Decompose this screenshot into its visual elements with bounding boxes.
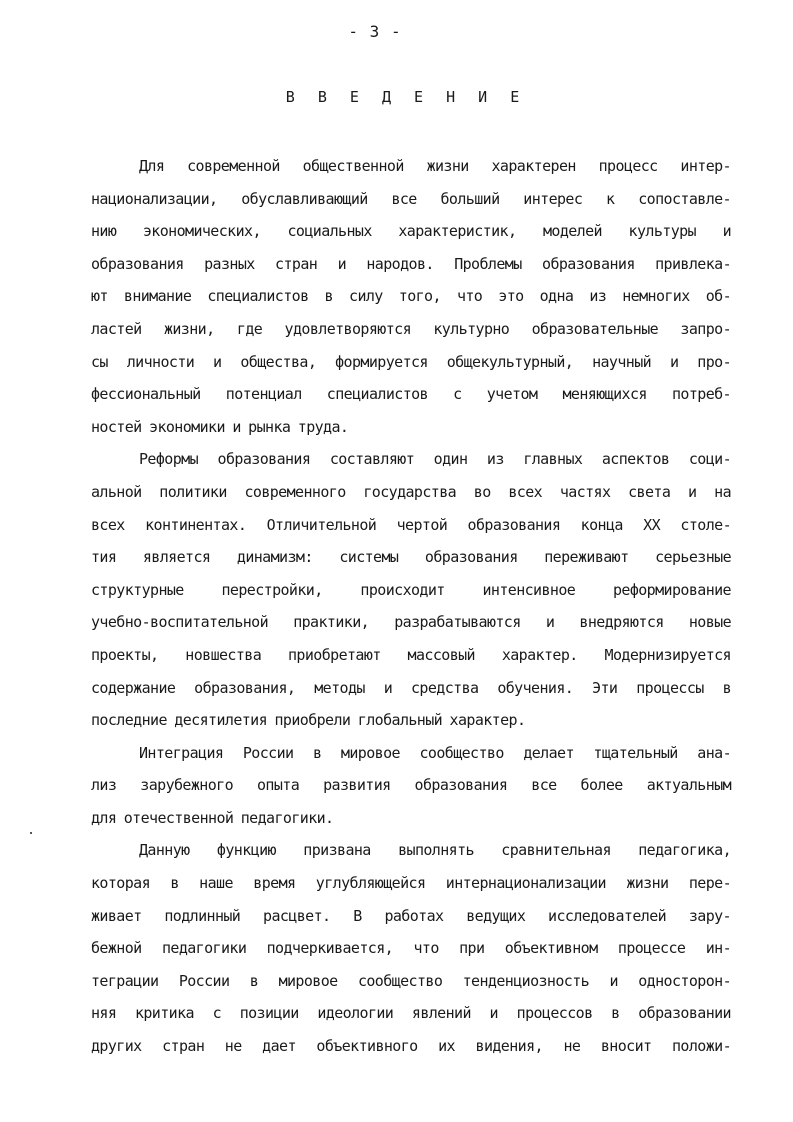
text-line: фессиональный потенциал специалистов с учетом меняющихся потреб-: [91, 385, 731, 404]
paragraph: [91, 737, 731, 835]
text-line: ластей жизни, где удовлетворяются культурно образовательные запро-: [91, 319, 731, 338]
text-line: учебно-воспитательной практики, разрабатываются и внедряются новые: [91, 613, 731, 632]
text-line: альной политики современного государства во всех частях света и на: [91, 482, 731, 501]
text-line: теграции России в мировое сообщество тенденциозность и односторон-: [91, 971, 731, 990]
text-line: проекты, новшества приобретают массовый характер. Модернизируется: [91, 645, 731, 664]
scan-speck: [30, 832, 32, 834]
text-line: няя критика с позиции идеологии явлений и процессов в образовании: [91, 1004, 731, 1023]
paragraph: [91, 443, 731, 736]
text-line: сы личности и общества, формируется общекультурный, научный и про-: [91, 352, 731, 371]
text-line: образования разных стран и народов. Проблемы образования привлека-: [91, 254, 731, 273]
page-number: - 3 -: [348, 22, 402, 41]
section-heading: В В Е Д Е Н И Е: [285, 88, 527, 106]
text-line: последние десятилетия приобрели глобальный характер.: [91, 711, 526, 730]
text-line: национализации, обуславливающий все больший интерес к сопоставле-: [91, 189, 731, 208]
text-line: живает подлинный расцвет. В работах ведущих исследователей зару-: [91, 906, 731, 925]
text-line: содержание образования, методы и средства обучения. Эти процессы в: [91, 678, 731, 697]
text-line: которая в наше время углубляющейся интернационализации жизни пере-: [91, 874, 731, 893]
text-line: Для современной общественной жизни характерен процесс интер-: [139, 157, 731, 175]
text-line: Данную функцию призвана выполнять сравнительная педагогика,: [139, 841, 731, 860]
text-line: для отечественной педагогики.: [91, 808, 334, 827]
text-line: других стран не дает объективного их видения, не вносит положи-: [91, 1037, 731, 1056]
body-text: [91, 150, 731, 1063]
text-line: всех континентах. Отличительной чертой образования конца XX столе-: [91, 515, 731, 534]
text-line: Интеграция России в мировое сообщество делает тщательный ана-: [139, 743, 731, 762]
text-line: бежной педагогики подчеркивается, что при объективном процессе ин-: [91, 939, 731, 958]
text-line: нию экономических, социальных характеристик, моделей культуры и: [91, 222, 731, 241]
text-line: Реформы образования составляют один из главных аспектов соци-: [139, 450, 731, 469]
text-line: лиз зарубежного опыта развития образования все более актуальным: [91, 776, 731, 795]
paragraph: [91, 150, 731, 443]
text-line: ностей экономики и рынка труда.: [91, 417, 349, 436]
text-line: ют внимание специалистов в силу того, что это одна из немногих об-: [91, 287, 731, 306]
text-line: структурные перестройки, происходит интенсивное реформирование: [91, 580, 731, 599]
text-line: тия является динамизм: системы образования переживают серьезные: [91, 548, 731, 567]
paragraph: [91, 834, 731, 1062]
